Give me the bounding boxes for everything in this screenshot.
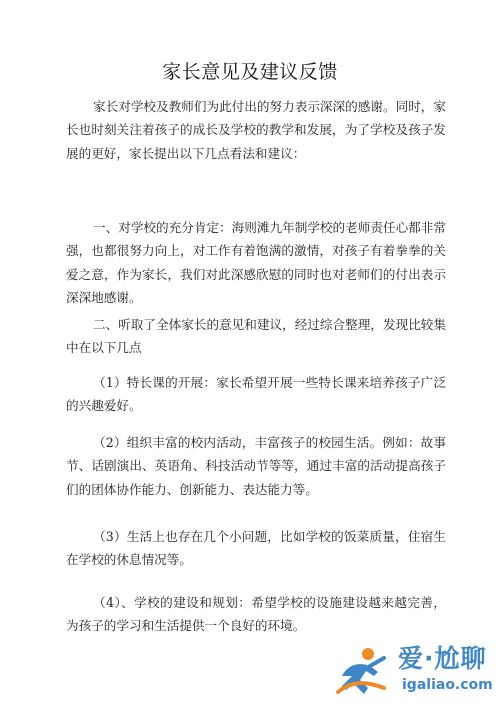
section-one-paragraph: 一、对学校的充分肯定：海则滩九年制学校的老师责任心都非常强，也都很努力向上，对工作有着饱满的激情，对孩子有着拳拳的关爱之意，作为家长，我们对此深感欣慰的同时也对老师们的付出表示深深地感谢。 bbox=[66, 220, 446, 306]
suggestion-4-paragraph: （4）、学校的建设和规划：希望学校的设施建设越来越完善，为孩子的学习和生活提供一个良好的环境。 bbox=[66, 595, 446, 634]
suggestion-1-paragraph: （1）特长课的开展：家长希望开展一些特长课来培养孩子广泛的兴趣爱好。 bbox=[66, 375, 446, 414]
section-two-paragraph: 二、听取了全体家长的意见和建议，经过综合整理，发现比较集中在以下几点 bbox=[66, 317, 446, 356]
runner-logo-icon bbox=[334, 642, 392, 700]
document-title: 家长意见及建议反馈 bbox=[162, 61, 338, 83]
watermark-text: 爱·尬聊 bbox=[398, 644, 487, 673]
site-watermark bbox=[334, 638, 494, 702]
suggestion-3-paragraph: （3）生活上也存在几个小问题，比如学校的饭菜质量，住宿生在学校的休息情况等。 bbox=[66, 529, 446, 568]
suggestion-2-paragraph: （2）组织丰富的校内活动，丰富孩子的校园生活。例如：故事节、话剧演出、英语角、科技活动节等等，通过丰富的活动提高孩子们的团体协作能力、创新能力、表达能力等。 bbox=[66, 435, 446, 497]
watermark-url: igaliao.com bbox=[402, 677, 493, 693]
intro-paragraph: 家长对学校及教师们为此付出的努力表示深深的感谢。同时，家长也时刻关注着孩子的成长及学校的教学和发展，为了学校及孩子发展的更好，家长提出以下几点看法和建议： bbox=[66, 99, 446, 161]
